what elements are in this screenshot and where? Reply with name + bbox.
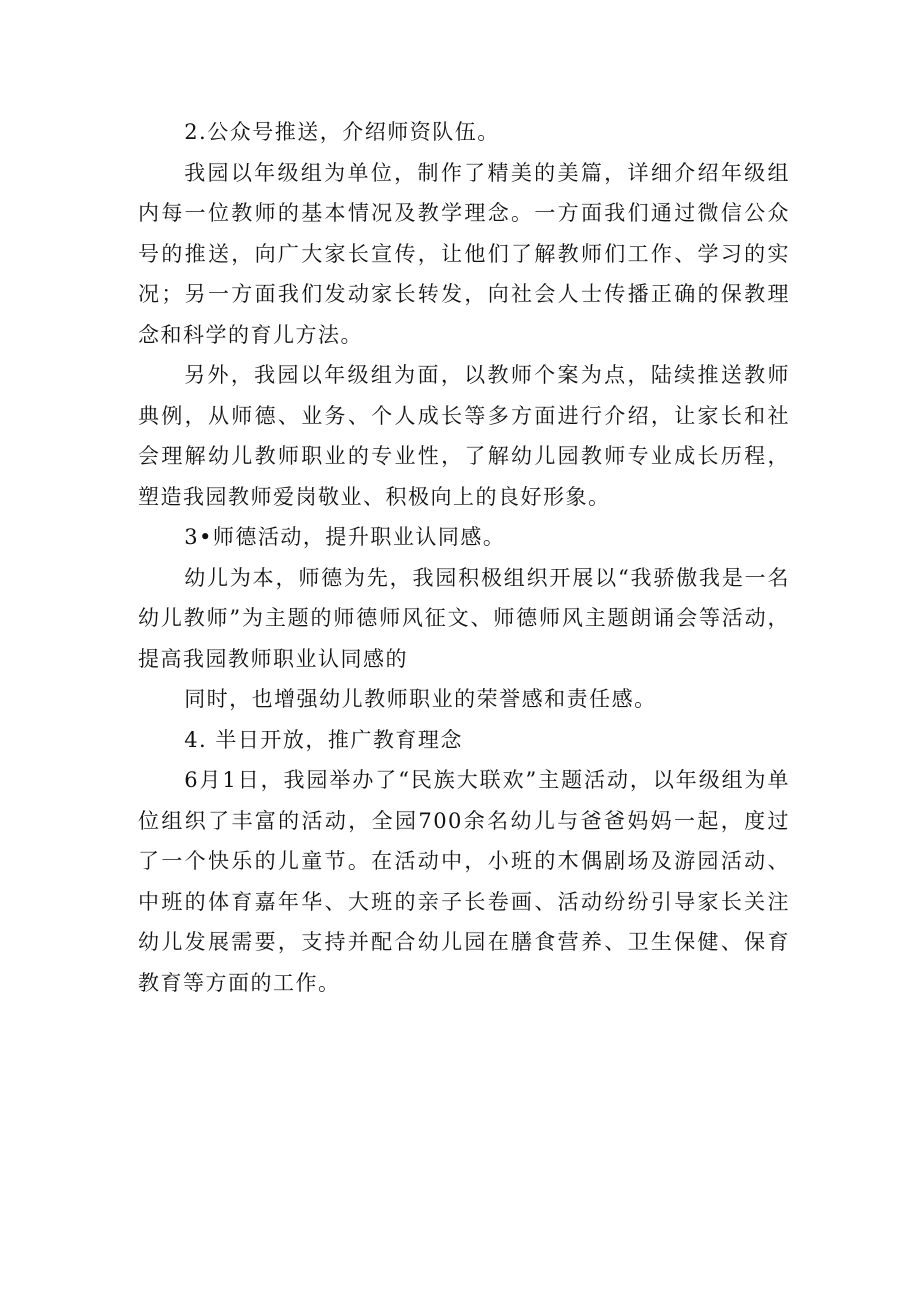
section-heading-4: 4. 半日开放，推广教育理念 — [184, 727, 463, 752]
document-body — [138, 112, 790, 1003]
paragraph-ethics-continuation: 同时，也增强幼儿教师职业的荣誉感和责任感。 — [184, 687, 657, 711]
section-heading-2: 2.公众号推送，介绍师资队伍。 — [184, 120, 500, 144]
paragraph-intro-teachers: 我园以年级组为单位，制作了精美的美篇，详细介绍年级组内每一位教师的基本情况及教学理念。一方面我们通过微信公众号的推送，向广大家长宣传，让他们了解教师们工作、学习的实况；另一方面我们发动家长转发，向社会人士传播正确的保教理念和科学的育儿方法。 — [138, 160, 790, 347]
section-heading-3: 3•师德活动，提升职业认同感。 — [184, 525, 506, 549]
paragraph-ethics-activities: 幼儿为本，师德为先，我园积极组织开展以“我骄傲我是一名幼儿教师”为主题的师德师风征文、师德师风主题朗诵会等活动，提高我园教师职业认同感的 — [138, 565, 790, 671]
paragraph-open-day: 6月1日，我园举办了“民族大联欢”主题活动，以年级组为单位组织了丰富的活动，全园700余名幼儿与爸爸妈妈一起，度过了一个快乐的儿童节。在活动中，小班的木偶剧场及游园活动、中班的体育嘉年华、大班的亲子长卷画、活动纷纷引导家长关注幼儿发展需要，支持并配合幼儿园在膳食营养、卫生保健、保育教育等方面的工作。 — [138, 768, 790, 995]
paragraph-teacher-cases: 另外，我园以年级组为面，以教师个案为点，陆续推送教师典例，从师德、业务、个人成长等多方面进行介绍，让家长和社会理解幼儿教师职业的专业性，了解幼儿园教师专业成长历程，塑造我园教师爱岗敬业、积极向上的良好形象。 — [138, 363, 790, 509]
